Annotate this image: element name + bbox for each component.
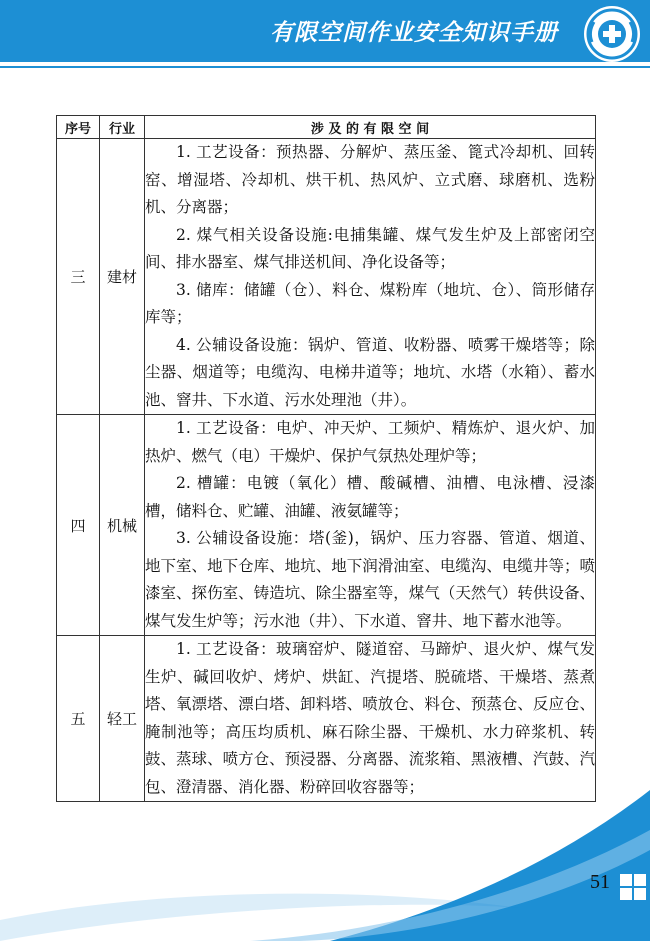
header-title: 有限空间作业安全知识手册 — [270, 19, 558, 46]
row-number: 四 — [57, 415, 100, 636]
table-row — [57, 636, 596, 802]
list-item: 1. 工艺设备：预热器、分解炉、蒸压釜、篦式冷却机、回转窑、增湿塔、冷却机、烘干机、热风炉、立式磨、球磨机、选粉机、分离器； — [145, 143, 595, 216]
row-number: 五 — [57, 636, 100, 802]
list-item: 2. 煤气相关设备设施:电捕集罐、煤气发生炉及上部密闭空间、排水器室、煤气排送机间、净化设备等； — [145, 225, 595, 271]
list-item: 1. 工艺设备：玻璃窑炉、隧道窑、马蹄炉、退火炉、煤气发生炉、碱回收炉、烤炉、烘缸、汽提塔、脱硫塔、干燥塔、蒸煮塔、氧漂塔、漂白塔、卸料塔、喷放仓、料仓、预蒸仓、反应仓、腌制池等；高压均质机、麻石除尘器、干燥机、水力碎浆机、转鼓、蒸球、喷方仓、预浸器、分离器、流浆箱、黑液槽、汽鼓、汽包、澄清器、消化器、粉碎回收容器等； — [145, 640, 595, 796]
confined-space-table — [56, 115, 596, 802]
four-squares-icon — [620, 874, 646, 900]
table-row — [57, 139, 596, 415]
column-header-spaces: 涉 及 的 有 限 空 间 — [145, 116, 596, 139]
list-item: 2. 槽罐：电镀（氧化）槽、酸碱槽、油槽、电泳槽、浸漆槽，储料仓、贮罐、油罐、液氨罐等； — [145, 474, 595, 520]
column-header-industry: 行业 — [100, 116, 145, 139]
row-number: 三 — [57, 139, 100, 415]
table-header-row — [57, 116, 596, 139]
page-number: 51 — [590, 871, 610, 893]
footer-swoosh-decoration — [0, 790, 650, 941]
row-industry: 建材 — [100, 139, 145, 415]
list-item: 4. 公辅设备设施：锅炉、管道、收粉器、喷雾干燥塔等；除尘器、烟道等；电缆沟、电梯井道等；地坑、水塔（水箱）、蓄水池、窨井、下水道、污水处理池（井）。 — [145, 335, 595, 409]
row-spaces — [145, 636, 596, 802]
row-spaces — [145, 139, 596, 415]
header-divider — [0, 66, 650, 68]
row-industry: 机械 — [100, 415, 145, 636]
row-industry: 轻工 — [100, 636, 145, 802]
list-item: 1. 工艺设备：电炉、冲天炉、工频炉、精炼炉、退火炉、加热炉、燃气（电）干燥炉、保护气氛热处理炉等； — [145, 419, 595, 465]
table-row — [57, 415, 596, 636]
column-header-no: 序号 — [57, 116, 100, 139]
list-item: 3. 公辅设备设施：塔(釜)，锅炉、压力容器、管道、烟道、地下室、地下仓库、地坑、地下润滑油室、电缆沟、电缆井等；喷漆室、探伤室、铸造坑、除尘器室等，煤气（天然气）转供设备、煤气发生炉等；污水池（井）、下水道、窨井、地下蓄水池等。 — [145, 529, 595, 630]
list-item: 3. 储库：储罐（仓）、料仓、煤粉库（地坑、仓）、筒形储存库等； — [145, 280, 595, 326]
row-spaces — [145, 415, 596, 636]
red-cross-emblem-icon — [580, 2, 644, 66]
